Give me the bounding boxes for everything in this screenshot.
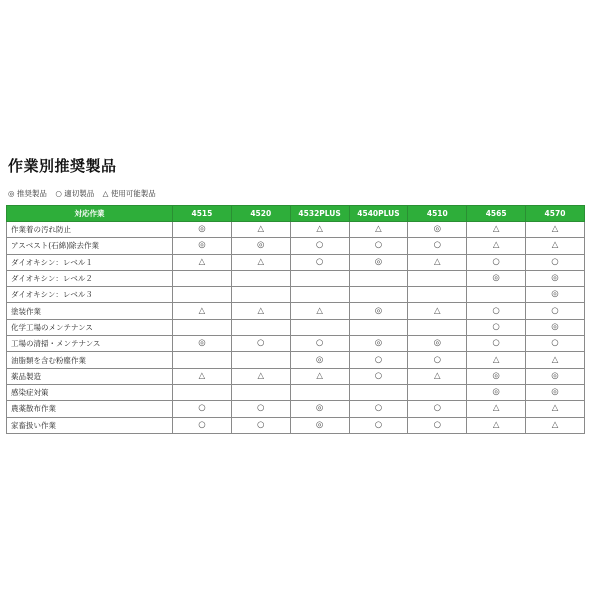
rating-cell: △	[173, 303, 232, 319]
rating-cell	[408, 287, 467, 303]
rating-cell: ○	[349, 352, 408, 368]
rating-cell: ○	[231, 417, 290, 433]
rating-cell: ○	[231, 401, 290, 417]
column-header-task: 対応作業	[7, 206, 173, 222]
rating-cell	[290, 287, 349, 303]
rating-cell: ◎	[467, 384, 526, 400]
rating-cell: △	[408, 303, 467, 319]
column-header-product: 4565	[467, 206, 526, 222]
table-row	[7, 287, 585, 303]
rating-cell: ◎	[349, 303, 408, 319]
task-name-cell: 作業着の汚れ防止	[7, 222, 173, 238]
rating-cell: ◎	[290, 352, 349, 368]
rating-cell: ○	[349, 401, 408, 417]
rating-cell: ◎	[526, 384, 585, 400]
rating-cell: △	[408, 254, 467, 270]
rating-cell: ○	[467, 319, 526, 335]
rating-cell: △	[231, 368, 290, 384]
rating-cell: △	[349, 222, 408, 238]
rating-cell: ○	[173, 417, 232, 433]
table-row	[7, 417, 585, 433]
task-name-cell: 工場の清掃・メンテナンス	[7, 336, 173, 352]
rating-cell	[408, 270, 467, 286]
task-name-cell: 薬品製造	[7, 368, 173, 384]
rating-cell: △	[290, 222, 349, 238]
rating-cell: △	[231, 222, 290, 238]
task-name-cell: 家畜扱い作業	[7, 417, 173, 433]
table-row	[7, 303, 585, 319]
table-row	[7, 254, 585, 270]
rating-cell	[231, 287, 290, 303]
rating-cell: ◎	[526, 319, 585, 335]
rating-cell: △	[467, 417, 526, 433]
rating-cell: △	[231, 303, 290, 319]
rating-cell: ◎	[526, 368, 585, 384]
rating-cell: ○	[467, 254, 526, 270]
rating-cell	[173, 384, 232, 400]
table-row	[7, 270, 585, 286]
table-row	[7, 319, 585, 335]
column-header-product: 4570	[526, 206, 585, 222]
recommendation-table	[6, 205, 585, 434]
legend-recommended: ◎ 推奨製品	[8, 189, 47, 198]
rating-cell: ◎	[526, 287, 585, 303]
rating-cell: ○	[349, 238, 408, 254]
task-name-cell: ダイオキシン：レベル１	[7, 254, 173, 270]
rating-cell: ◎	[231, 238, 290, 254]
rating-cell: ○	[408, 238, 467, 254]
rating-cell: ○	[173, 401, 232, 417]
table-body	[7, 222, 585, 434]
rating-cell: ◎	[526, 270, 585, 286]
rating-cell: ○	[349, 368, 408, 384]
page-title: 作業別推奨製品	[8, 157, 117, 175]
rating-cell: ◎	[290, 401, 349, 417]
rating-cell: ◎	[408, 336, 467, 352]
rating-cell: ◎	[173, 222, 232, 238]
rating-cell	[173, 287, 232, 303]
rating-cell: ○	[231, 336, 290, 352]
legend	[8, 188, 162, 199]
rating-cell	[467, 287, 526, 303]
rating-cell	[290, 384, 349, 400]
rating-cell	[349, 319, 408, 335]
rating-cell: ○	[408, 417, 467, 433]
task-name-cell: アスベスト(石綿)除去作業	[7, 238, 173, 254]
rating-cell: △	[467, 222, 526, 238]
rating-cell: △	[173, 368, 232, 384]
rating-cell	[408, 384, 467, 400]
rating-cell: △	[526, 238, 585, 254]
rating-cell: △	[290, 368, 349, 384]
rating-cell: ◎	[349, 254, 408, 270]
rating-cell: △	[467, 401, 526, 417]
rating-cell: △	[526, 401, 585, 417]
legend-suitable: ○ 適切製品	[55, 189, 95, 198]
task-name-cell: 化学工場のメンテナンス	[7, 319, 173, 335]
table-row	[7, 384, 585, 400]
rating-cell	[231, 319, 290, 335]
rating-cell: ◎	[173, 336, 232, 352]
table-row	[7, 336, 585, 352]
rating-cell: ○	[408, 401, 467, 417]
rating-cell: ○	[290, 336, 349, 352]
rating-cell: ◎	[408, 222, 467, 238]
column-header-product: 4532PLUS	[290, 206, 349, 222]
rating-cell: △	[173, 254, 232, 270]
task-name-cell: 農薬散布作業	[7, 401, 173, 417]
rating-cell: ○	[467, 303, 526, 319]
rating-cell	[231, 352, 290, 368]
rating-cell	[173, 352, 232, 368]
table-row	[7, 222, 585, 238]
rating-cell: ○	[526, 254, 585, 270]
rating-cell	[349, 287, 408, 303]
rating-cell: ◎	[290, 417, 349, 433]
legend-usable: △ 使用可能製品	[102, 189, 156, 198]
task-name-cell: 油脂類を含む粉塵作業	[7, 352, 173, 368]
rating-cell	[290, 319, 349, 335]
rating-cell: ○	[526, 336, 585, 352]
table-row	[7, 238, 585, 254]
rating-cell: △	[526, 222, 585, 238]
rating-cell: ○	[290, 254, 349, 270]
column-header-product: 4515	[173, 206, 232, 222]
rating-cell	[349, 384, 408, 400]
task-name-cell: 塗装作業	[7, 303, 173, 319]
rating-cell: ○	[290, 238, 349, 254]
table-row	[7, 352, 585, 368]
rating-cell: △	[526, 352, 585, 368]
rating-cell: △	[231, 254, 290, 270]
task-name-cell: ダイオキシン：レベル２	[7, 270, 173, 286]
rating-cell: ◎	[349, 336, 408, 352]
rating-cell: △	[467, 238, 526, 254]
rating-cell: ○	[408, 352, 467, 368]
table-row	[7, 368, 585, 384]
task-name-cell: ダイオキシン：レベル３	[7, 287, 173, 303]
rating-cell: ◎	[467, 368, 526, 384]
rating-cell: △	[467, 352, 526, 368]
column-header-product: 4520	[231, 206, 290, 222]
rating-cell: ◎	[467, 270, 526, 286]
rating-cell	[231, 384, 290, 400]
rating-cell: ○	[467, 336, 526, 352]
rating-cell: ◎	[173, 238, 232, 254]
task-name-cell: 感染症対策	[7, 384, 173, 400]
table-header-row	[7, 206, 585, 222]
rating-cell	[408, 319, 467, 335]
table-row	[7, 401, 585, 417]
rating-cell: △	[408, 368, 467, 384]
rating-cell: ○	[526, 303, 585, 319]
rating-cell	[173, 270, 232, 286]
rating-cell	[173, 319, 232, 335]
rating-cell: ○	[349, 417, 408, 433]
column-header-product: 4510	[408, 206, 467, 222]
rating-cell	[349, 270, 408, 286]
rating-cell: △	[526, 417, 585, 433]
rating-cell	[290, 270, 349, 286]
rating-cell: △	[290, 303, 349, 319]
rating-cell	[231, 270, 290, 286]
column-header-product: 4540PLUS	[349, 206, 408, 222]
